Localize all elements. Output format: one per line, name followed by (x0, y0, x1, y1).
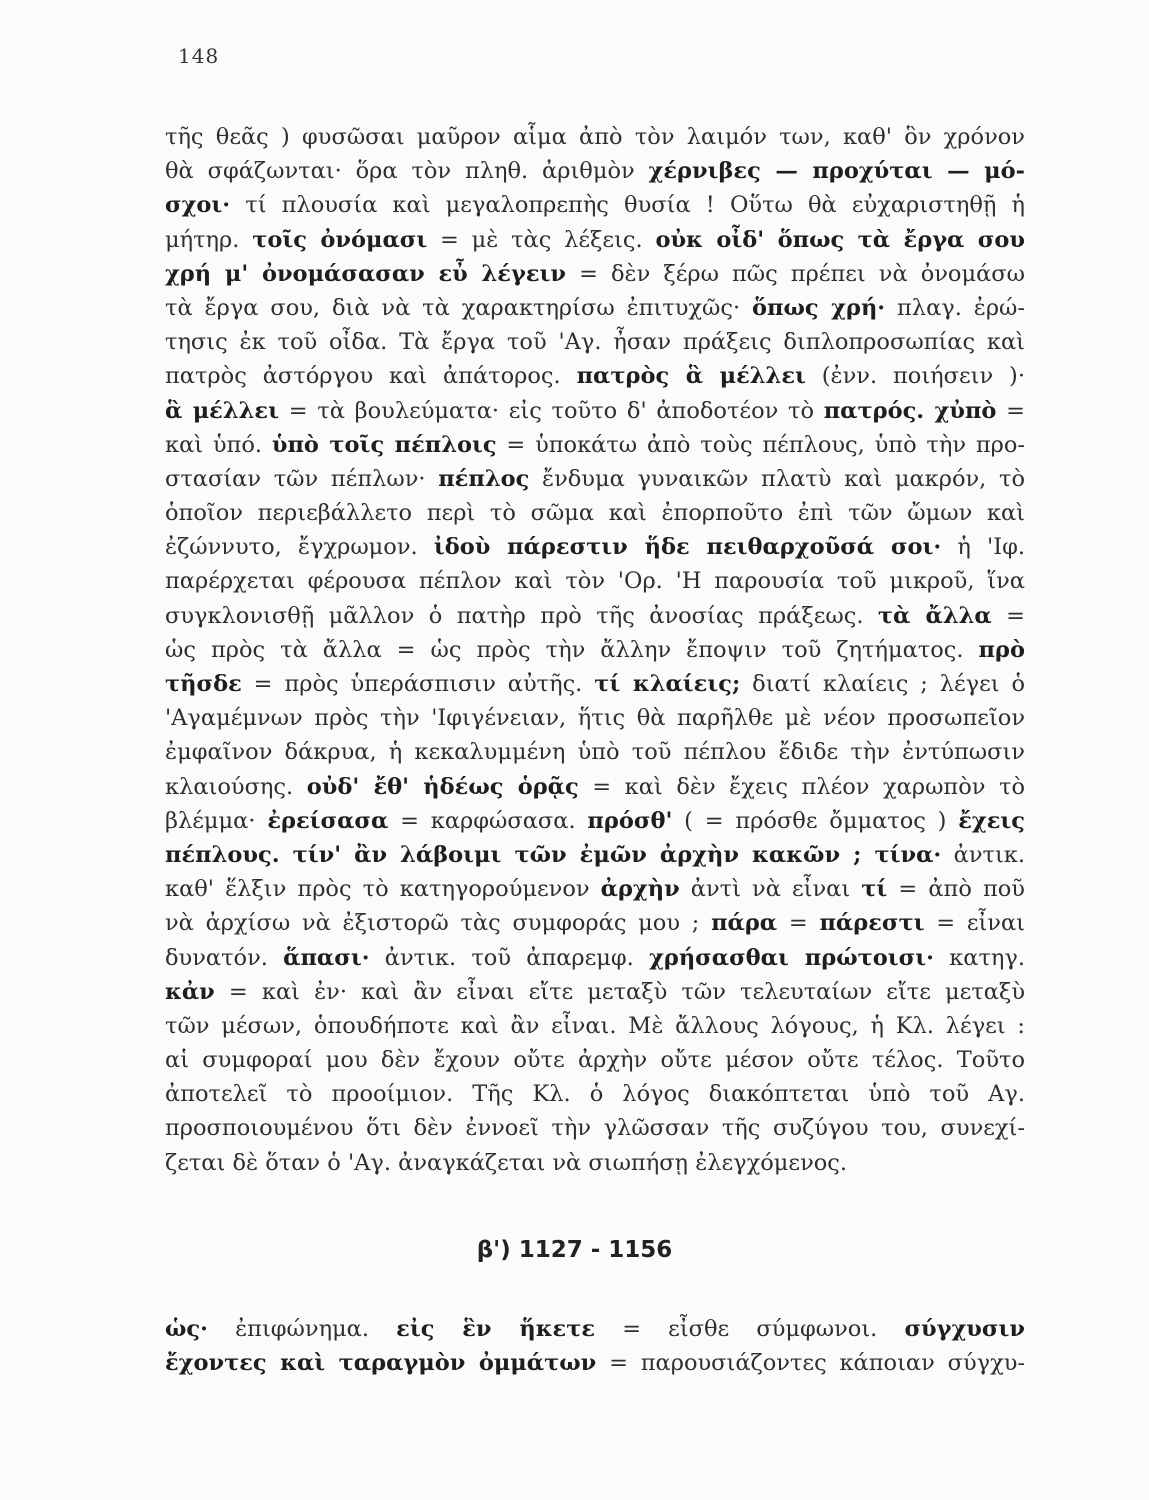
bold-lemma: χρή μ' ὀνομάσασαν εὖ λέγειν (165, 260, 567, 287)
text-run: μήτηρ. (165, 226, 253, 253)
text-run: = καρφώσασα. (388, 807, 588, 834)
text-run: παρέρχεται φέρουσα πέπλον καὶ τὸν 'Ορ. 'Η παρουσία τοῦ μικροῦ, ἵνα (165, 568, 1025, 595)
text-run: τὰ ἔργα σου, διὰ νὰ τὰ χαρακτηρίσω ἐπιτυχῶς· (165, 294, 753, 321)
bold-lemma: σχοι· (165, 192, 231, 219)
text-run: = εἶσθε σύμφωνοι. (595, 1316, 905, 1342)
text-run: τῆς θεᾶς ) φυσῶσαι μαῦρον αἷμα ἀπὸ τὸν λαιμόν των, καθ' ὃν χρόνον (165, 124, 1025, 150)
text-run: = ὑποκάτω ἀπὸ τοὺς πέπλους, ὑπὸ τὴν προ- (496, 431, 1025, 458)
text-run: στασίαν τῶν πέπλων· (165, 465, 439, 492)
text-run: ἐζώννυτο, ἔγχρωμον. (165, 534, 434, 561)
text-run: δυνατόν. (165, 944, 284, 971)
text-run: ἀντικ. (941, 841, 1025, 868)
text-run: = μὲ τὰς λέξεις. (427, 226, 656, 253)
bold-lemma: ἃ μέλλει (165, 397, 279, 424)
text-line (165, 564, 1025, 598)
text-line (165, 906, 1025, 940)
bold-lemma: ἀρχὴν (600, 876, 680, 903)
text-line (165, 462, 1025, 496)
bold-lemma: πρὸ (978, 636, 1025, 663)
text-run: ἔνδυμα γυναικῶν πλατὺ καὶ μακρόν, τὸ (529, 465, 1025, 492)
text-run: 'Αγαμέμνων πρὸς τὴν 'Ιφιγένειαν, ἥτις θὰ παρῆλθε μὲ νέον προσωπεῖον (165, 705, 1025, 732)
text-line (165, 701, 1025, 735)
bold-lemma: ὅπως χρή· (752, 294, 886, 321)
text-run: = (996, 397, 1025, 424)
text-line (165, 1146, 1025, 1180)
commentary-text-continued (165, 1312, 1025, 1380)
text-run: = καὶ ἐν· καὶ ἂν εἶναι εἴτε μεταξὺ τῶν τελευταίων εἴτε μεταξὺ (214, 978, 1025, 1005)
text-run: = δὲν ξέρω πῶς πρέπει νὰ ὀνομάσω (566, 260, 1025, 287)
bold-lemma: τὰ ἄλλα (877, 602, 992, 629)
text-line (165, 667, 1025, 701)
text-run: τῶν μέσων, ὁπουδήποτε καὶ ἂν εἶναι. Μὲ ἄλλους λόγους, ἡ Κλ. λέγει : (165, 1012, 1025, 1039)
bold-lemma: οὐδ' ἔθ' ἡδέως ὁρᾷς (306, 773, 579, 800)
text-line (165, 599, 1025, 633)
commentary-text (165, 120, 1025, 1180)
bold-lemma: τῆσδε (165, 671, 242, 697)
text-line (165, 291, 1025, 325)
text-run: αἱ συμφοραί μου δὲν ἔχουν οὔτε ἀρχὴν οὔτε μέσον οὔτε τέλος. Τοῦτο (165, 1047, 1025, 1074)
text-run: = ἀπὸ ποῦ (887, 876, 1025, 903)
bold-lemma: κἀν (165, 978, 215, 1005)
text-run: νὰ ἀρχίσω νὰ ἐξιστορῶ τὰς συμφοράς μου ; (165, 910, 712, 937)
bold-lemma: εἰς ἓν ἥκετε (396, 1316, 596, 1342)
text-run: ( = πρόσθε ὄμματος ) (672, 807, 959, 834)
bold-lemma: πατρὸς ἃ μέλλει (576, 363, 806, 390)
text-line (165, 1043, 1025, 1077)
text-line (165, 496, 1025, 530)
text-line (165, 941, 1025, 975)
text-run: καὶ ὑπό. (165, 431, 272, 458)
text-line (165, 633, 1025, 667)
text-line (165, 530, 1025, 564)
text-line (165, 804, 1025, 838)
text-line (165, 1009, 1025, 1043)
text-run: ἡ 'Ιφ. (941, 534, 1025, 561)
text-line (165, 257, 1025, 291)
text-run: συγκλονισθῇ μᾶλλον ὁ πατὴρ πρὸ τῆς ἀνοσίας πράξεως. (165, 602, 878, 629)
bold-lemma: τί κλαίεις; (594, 671, 741, 697)
text-run: ἀντικ. τοῦ ἀπαρεμφ. (369, 944, 650, 971)
text-line (165, 838, 1025, 872)
bold-lemma: τί (861, 876, 888, 903)
bold-lemma: πάρεστι (819, 910, 925, 937)
text-line (165, 359, 1025, 393)
text-line (165, 120, 1025, 154)
text-line (165, 1312, 1025, 1346)
text-line (165, 394, 1025, 428)
text-run: πλαγ. ἐρώ- (885, 294, 1025, 321)
text-run: ὡς πρὸς τὰ ἄλλα = ὡς πρὸς τὴν ἄλλην ἔποψιν τοῦ ζητήματος. (165, 636, 979, 663)
text-run: = καὶ δὲν ἔχεις πλέον χαρωπὸν τὸ (578, 773, 1025, 800)
bold-lemma: ἔχοντες καὶ ταραγμὸν ὀμμάτων (165, 1350, 597, 1377)
text-run: προσποιουμένου ὅτι δὲν ἐννοεῖ τὴν γλῶσσαν τῆς συζύγου του, συνεχί- (165, 1115, 1025, 1142)
text-line (165, 735, 1025, 769)
bold-lemma: πέπλος (438, 465, 530, 492)
bold-lemma: ὑπὸ τοῖς πέπλοις (271, 431, 497, 458)
bold-lemma: τοῖς ὀνόμασι (252, 226, 428, 253)
bold-lemma: ἰδοὺ πάρεστιν ἥδε πειθαρχοῦσά σοι· (433, 534, 942, 561)
bold-lemma: ἅπασι· (283, 944, 370, 971)
text-run: ὁποῖον περιεβάλλετο περὶ τὸ σῶμα καὶ ἐπορποῦτο ἐπὶ τῶν ὤμων καὶ (165, 500, 1025, 527)
text-run: κατηγ. (934, 944, 1025, 971)
section-heading: β') 1127 - 1156 (476, 1237, 673, 1263)
bold-lemma: πάρα (711, 910, 778, 937)
text-run: καθ' ἕλξιν πρὸς τὸ κατηγορούμενον (165, 876, 601, 903)
text-line (165, 188, 1025, 222)
text-run: πατρὸς ἀστόργου καὶ ἀπάτορος. (165, 363, 577, 390)
text-line (165, 428, 1025, 462)
text-run: βλέμμα· (165, 807, 268, 834)
text-run: = τὰ βουλεύματα· εἰς τοῦτο δ' ἀποδοτέον τὸ (278, 397, 824, 424)
bold-lemma: ἐρείσασα (267, 807, 389, 834)
text-run: ἐμφαῖνον δάκρυα, ἡ κεκαλυμμένη ὑπὸ τοῦ πέπλου ἔδιδε τὴν ἐντύπωσιν (165, 739, 1025, 766)
text-run: = πρὸς ὑπεράσπισιν αὐτῆς. (241, 671, 595, 697)
text-run: ἐπιφώνημα. (207, 1316, 397, 1342)
text-run: = (991, 602, 1025, 629)
text-line (165, 154, 1025, 188)
bold-lemma: χέρνιβες — προχύται — μό- (648, 158, 1025, 185)
bold-lemma: πατρός. χὐπὸ (823, 397, 997, 424)
text-run: τί πλουσία καὶ μεγαλοπρεπὴς θυσία ! Οὕτω θὰ εὐχαριστηθῇ ἡ (230, 192, 1025, 219)
bold-lemma: ὡς· (165, 1316, 208, 1342)
text-run: = παρουσιάζοντες κάποιαν σύγχυ- (596, 1350, 1025, 1377)
text-line (165, 1077, 1025, 1111)
text-run: = (777, 910, 820, 937)
bold-lemma: σύγχυσιν (904, 1316, 1025, 1342)
text-run: ἀντὶ νὰ εἶναι (679, 876, 862, 903)
text-line (165, 770, 1025, 804)
text-run: = εἶναι (924, 910, 1025, 937)
text-line (165, 975, 1025, 1009)
text-line (165, 1346, 1025, 1380)
text-line (165, 1111, 1025, 1145)
text-run: ἀποτελεῖ τὸ προοίμιον. Τῆς Κλ. ὁ λόγος διακόπτεται ὑπὸ τοῦ Αγ. (165, 1081, 1025, 1108)
text-run: διατί κλαίεις ; λέγει ὁ (740, 671, 1025, 697)
bold-lemma: πρόσθ' (587, 807, 673, 834)
bold-lemma: οὐκ οἶδ' ὅπως τὰ ἔργα σου (655, 226, 1025, 253)
text-run: τησις ἐκ τοῦ οἶδα. Τὰ ἔργα τοῦ 'Αγ. ἦσαν πράξεις διπλοπροσωπίας καὶ (165, 329, 1025, 356)
bold-lemma: χρήσασθαι πρώτοισι· (649, 944, 934, 971)
text-run: θὰ σφάζωνται· ὅρα τὸν πληθ. ἀριθμὸν (165, 158, 649, 185)
text-run: κλαιούσης. (165, 773, 307, 800)
text-run: (ἐνν. ποιήσειν )· (805, 363, 1025, 390)
text-line (165, 223, 1025, 257)
text-line (165, 325, 1025, 359)
bold-lemma: ἔχεις (958, 807, 1025, 834)
text-line (165, 872, 1025, 906)
bold-lemma: πέπλους. τίν' ἂν λάβοιμι τῶν ἐμῶν ἀρχὴν κακῶν ; τίνα· (165, 841, 942, 868)
text-run: ζεται δὲ ὅταν ὁ 'Αγ. ἀναγκάζεται νὰ σιωπήσῃ ἐλεγχόμενος. (165, 1149, 848, 1176)
page-number: 148 (178, 44, 220, 68)
